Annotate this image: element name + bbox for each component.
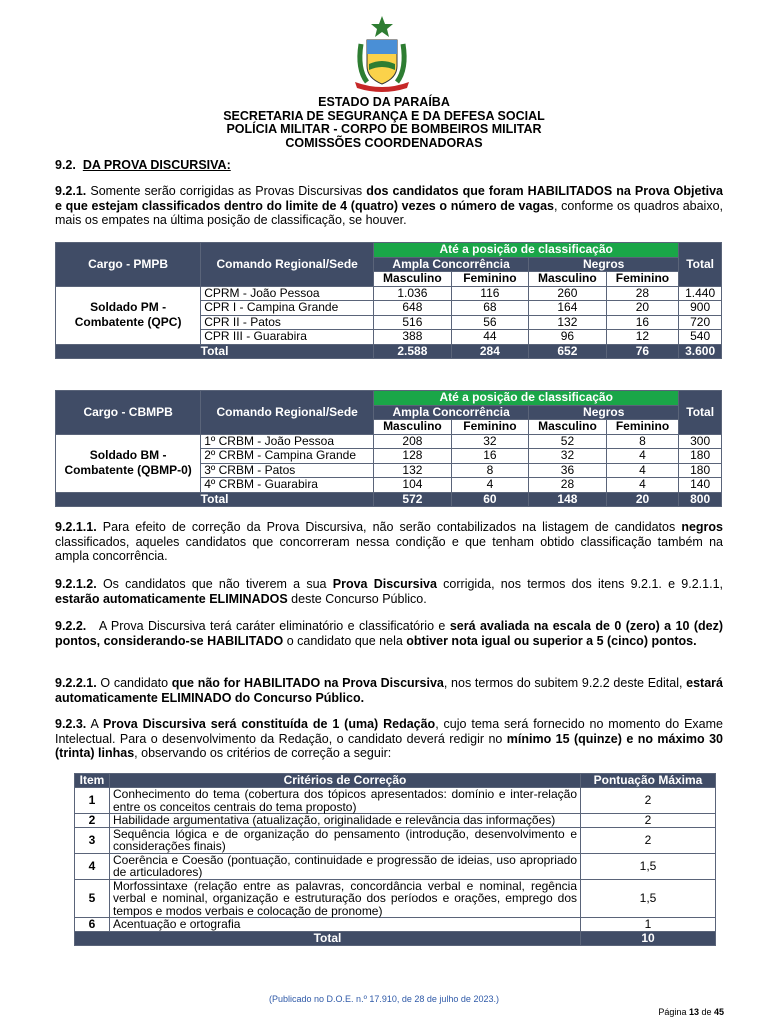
section-heading	[55, 158, 231, 172]
item-cell: 6	[75, 918, 110, 932]
table-pmpb-classification	[55, 242, 722, 359]
table-row	[75, 814, 716, 828]
total-cell: 800	[679, 492, 722, 507]
item-cell: 1	[75, 788, 110, 814]
sede-cell: 1º CRBM - João Pessoa	[201, 434, 374, 449]
criteria-cell: Morfossintaxe (relação entre as palavras, concordância verbal e nominal, regência verbal e nominal, organização e estruturação dos períodos e orações, emprego dos tempos e modos verbais e colocação de pronome)	[110, 879, 581, 918]
cargo-header: Cargo - CBMPB	[56, 391, 201, 435]
header-line-1: ESTADO DA PARAÍBA	[318, 95, 450, 109]
paragraph-number: 9.2.3.	[55, 717, 87, 731]
total-header: Total	[679, 243, 722, 287]
paragraph-text: Para efeito de correção da Prova Discursiva, não serão contabilizados na listagem de candidatos	[102, 520, 682, 534]
value-cell: 16	[451, 449, 528, 464]
max-points-header: Pontuação Máxima	[581, 774, 716, 788]
points-cell: 1,5	[581, 879, 716, 918]
value-cell: 540	[679, 330, 722, 345]
total-label: Total	[56, 344, 374, 359]
paragraph-text: A Prova Discursiva terá caráter eliminatório e classificatório e	[98, 619, 450, 633]
points-cell: 2	[581, 814, 716, 828]
criteria-cell: Sequência lógica e de organização do pensamento (introdução, desenvolvimento e considerações finais)	[110, 827, 581, 853]
negros-header: Negros	[529, 257, 679, 272]
table-row	[56, 434, 722, 449]
total-cell: 76	[606, 344, 679, 359]
item-cell: 4	[75, 853, 110, 879]
masc-header: Masculino	[529, 272, 607, 287]
page-number	[658, 1007, 724, 1017]
paragraph-text: , conforme os quadros abaixo, mais os empates na última posição de classificação, se houver.	[55, 198, 724, 227]
state-coat-of-arms-icon	[347, 14, 417, 94]
value-cell: 648	[374, 301, 452, 316]
total-cell: 284	[451, 344, 528, 359]
table-row	[75, 879, 716, 918]
paragraph-number: 9.2.2.	[55, 619, 87, 633]
ampla-header: Ampla Concorrência	[374, 405, 529, 420]
paragraph-number: 9.2.1.1.	[55, 520, 97, 534]
table-cbmpb-classification	[55, 390, 722, 507]
publication-note: (Publicado no D.O.E. n.º 17.910, de 28 de julho de 2023.)	[269, 994, 499, 1004]
negros-header: Negros	[529, 405, 679, 420]
paragraph-text: o candidato que nela	[283, 633, 407, 648]
paragraph-number: 9.2.1.	[55, 184, 87, 198]
masc-header: Masculino	[529, 420, 607, 435]
value-cell: 4	[451, 478, 528, 493]
value-cell: 132	[374, 463, 452, 478]
paragraph-text: A	[90, 717, 104, 731]
sede-cell: CPR III - Guarabira	[201, 330, 374, 345]
total-label: Total	[75, 931, 581, 945]
total-cell: 60	[451, 492, 528, 507]
value-cell: 180	[679, 463, 722, 478]
paragraph-bold: estará automaticamente ELIMINADO do Concurso Público.	[55, 676, 723, 705]
criteria-cell: Acentuação e ortografia	[110, 918, 581, 932]
sede-cell: 4º CRBM - Guarabira	[201, 478, 374, 493]
value-cell: 12	[606, 330, 679, 345]
value-cell: 36	[529, 463, 607, 478]
value-cell: 56	[451, 315, 528, 330]
paragraph-9-2-2-1	[55, 676, 723, 705]
criteria-header: Critérios de Correção	[110, 774, 581, 788]
total-cell: 3.600	[679, 344, 722, 359]
points-cell: 1	[581, 918, 716, 932]
header-line-3: POLÍCIA MILITAR - CORPO DE BOMBEIROS MILITAR	[226, 122, 542, 136]
paragraph-9-2-1-2	[55, 577, 723, 606]
cargo-cell: Soldado BM - Combatente (QBMP-0)	[56, 434, 201, 492]
table-row	[75, 853, 716, 879]
total-cell: 572	[374, 492, 452, 507]
paragraph-bold: será avaliada na escala de 0 (zero) a 10 (dez) pontos, considerando-se HABILITADO	[55, 619, 723, 648]
total-row	[56, 492, 722, 507]
paragraph-text: Somente serão corrigidas as Provas Discursivas	[90, 184, 367, 198]
table-row	[56, 286, 722, 301]
criteria-table	[74, 773, 716, 946]
item-cell: 2	[75, 814, 110, 828]
value-cell: 140	[679, 478, 722, 493]
total-cell: 652	[529, 344, 607, 359]
value-cell: 300	[679, 434, 722, 449]
value-cell: 8	[606, 434, 679, 449]
paragraph-number: 9.2.1.2.	[55, 577, 97, 591]
paragraph-text: O candidato	[100, 676, 172, 690]
total-header: Total	[679, 391, 722, 435]
paragraph-text: , nos termos do subitem 9.2.2 deste Edital,	[443, 676, 687, 690]
fem-header: Feminino	[451, 272, 528, 287]
header-line-4: COMISSÕES COORDENADORAS	[285, 135, 483, 150]
paragraph-bold: estarão automaticamente ELIMINADOS	[55, 591, 288, 606]
ate-posicao-header: Até a posição de classificação	[374, 391, 679, 406]
paragraph-9-2-1-1	[55, 520, 723, 564]
fem-header: Feminino	[606, 272, 679, 287]
points-cell: 2	[581, 788, 716, 814]
paragraph-9-2-1	[55, 184, 723, 228]
value-cell: 32	[529, 449, 607, 464]
value-cell: 4	[606, 478, 679, 493]
sede-cell: CPR II - Patos	[201, 315, 374, 330]
points-cell: 1,5	[581, 853, 716, 879]
page-prefix: Página	[658, 1007, 689, 1017]
value-cell: 516	[374, 315, 452, 330]
document-header	[0, 96, 768, 150]
paragraph-9-2-3	[55, 717, 723, 761]
criteria-cell: Conhecimento do tema (cobertura dos tópicos apresentados: domínio e inter-relação entre os conceitos centrais do tema proposto)	[110, 788, 581, 814]
value-cell: 164	[529, 301, 607, 316]
section-number: 9.2.	[55, 158, 76, 172]
criteria-cell: Coerência e Coesão (pontuação, continuidade e progressão de ideias, uso apropriado de articuladores)	[110, 853, 581, 879]
total-cell: 20	[606, 492, 679, 507]
section-title: DA PROVA DISCURSIVA:	[82, 158, 231, 172]
paragraph-bold: Prova Discursiva	[332, 577, 437, 591]
value-cell: 44	[451, 330, 528, 345]
paragraph-text: deste Concurso Público.	[287, 591, 427, 606]
fem-header: Feminino	[451, 420, 528, 435]
total-cell: 2.588	[374, 344, 452, 359]
table-row	[75, 918, 716, 932]
paragraph-bold: que não for HABILITADO na Prova Discursiva	[171, 676, 444, 690]
value-cell: 1.440	[679, 286, 722, 301]
page-sep: de	[698, 1007, 714, 1017]
value-cell: 28	[606, 286, 679, 301]
ate-posicao-header: Até a posição de classificação	[374, 243, 679, 258]
total-row	[56, 344, 722, 359]
value-cell: 900	[679, 301, 722, 316]
item-cell: 5	[75, 879, 110, 918]
criteria-cell: Habilidade argumentativa (atualização, originalidade e relevância das informações)	[110, 814, 581, 828]
paragraph-9-2-2	[55, 619, 723, 648]
masc-header: Masculino	[374, 420, 452, 435]
value-cell: 388	[374, 330, 452, 345]
value-cell: 8	[451, 463, 528, 478]
fem-header: Feminino	[606, 420, 679, 435]
value-cell: 68	[451, 301, 528, 316]
total-row	[75, 931, 716, 945]
points-cell: 2	[581, 827, 716, 853]
value-cell: 260	[529, 286, 607, 301]
table-row	[75, 788, 716, 814]
page-current: 13	[688, 1007, 699, 1017]
value-cell: 208	[374, 434, 452, 449]
paragraph-bold: dos candidatos que foram HABILITADOS na Prova Objetiva e que estejam classificados dentro do limite de 4 (quatro) vezes o número de vagas	[55, 184, 724, 213]
cargo-cell: Soldado PM - Combatente (QPC)	[56, 286, 201, 344]
sede-cell: 2º CRBM - Campina Grande	[201, 449, 374, 464]
sede-cell: CPR I - Campina Grande	[201, 301, 374, 316]
total-points: 10	[581, 931, 716, 945]
paragraph-bold: Prova Discursiva será constituída de 1 (uma) Redação	[103, 717, 436, 731]
paragraph-bold: mínimo 15 (quinze) e no máximo 30 (trinta) linhas	[55, 731, 723, 760]
paragraph-text: Os candidatos que não tiverem a sua	[102, 577, 333, 591]
paragraph-text: , observando os critérios de correção a seguir:	[134, 746, 392, 760]
ampla-header: Ampla Concorrência	[374, 257, 529, 272]
value-cell: 20	[606, 301, 679, 316]
value-cell: 132	[529, 315, 607, 330]
total-label: Total	[56, 492, 374, 507]
value-cell: 4	[606, 449, 679, 464]
value-cell: 32	[451, 434, 528, 449]
value-cell: 16	[606, 315, 679, 330]
value-cell: 96	[529, 330, 607, 345]
value-cell: 116	[451, 286, 528, 301]
value-cell: 720	[679, 315, 722, 330]
paragraph-text: , cujo tema será fornecido no momento do Exame Intelectual. Para o desenvolvimento da Redação, o candidato deverá redigir no	[55, 717, 723, 746]
paragraph-bold: negros	[681, 520, 723, 534]
sede-cell: CPRM - João Pessoa	[201, 286, 374, 301]
masc-header: Masculino	[374, 272, 452, 287]
paragraph-bold: obtiver nota igual ou superior a 5 (cinco) pontos.	[406, 633, 697, 648]
table-row	[75, 827, 716, 853]
item-header: Item	[75, 774, 110, 788]
paragraph-text: corrigida, nos termos dos itens 9.2.1. e 9.2.1.1,	[436, 577, 723, 591]
value-cell: 104	[374, 478, 452, 493]
sede-cell: 3º CRBM - Patos	[201, 463, 374, 478]
value-cell: 4	[606, 463, 679, 478]
page-total: 45	[713, 1007, 724, 1017]
value-cell: 28	[529, 478, 607, 493]
paragraph-number: 9.2.2.1.	[55, 676, 97, 690]
value-cell: 180	[679, 449, 722, 464]
value-cell: 1.036	[374, 286, 452, 301]
cargo-header: Cargo - PMPB	[56, 243, 201, 287]
comando-header: Comando Regional/Sede	[201, 243, 374, 287]
comando-header: Comando Regional/Sede	[201, 391, 374, 435]
value-cell: 128	[374, 449, 452, 464]
total-cell: 148	[529, 492, 607, 507]
value-cell: 52	[529, 434, 607, 449]
header-line-2: SECRETARIA DE SEGURANÇA E DA DEFESA SOCIAL	[223, 108, 545, 123]
paragraph-text: classificados, aqueles candidatos que concorreram nessa condição e que tenham obtido classificação também na ampla concorrência.	[55, 534, 723, 563]
item-cell: 3	[75, 827, 110, 853]
